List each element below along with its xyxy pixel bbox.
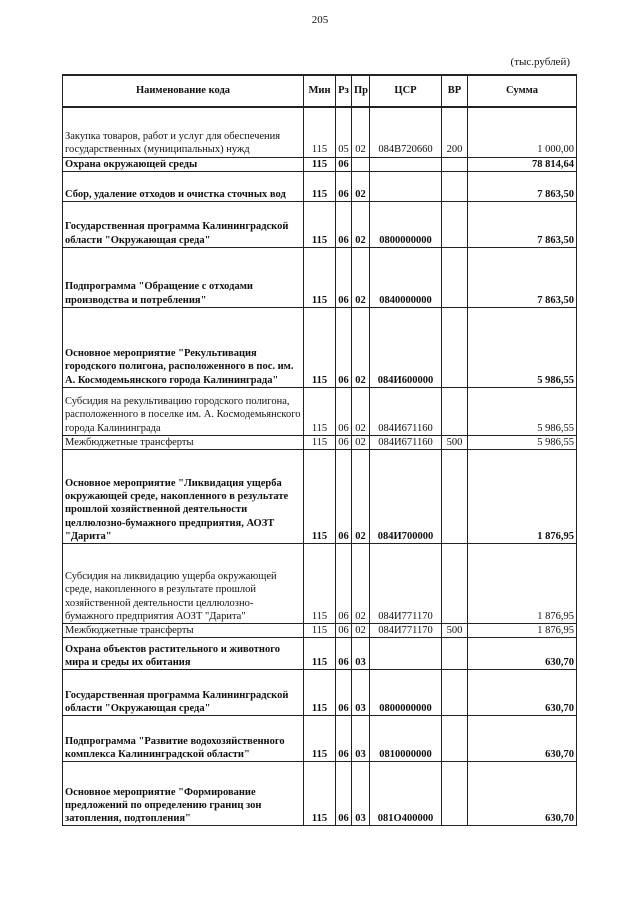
cell-vr [442,157,468,171]
cell-vr: 500 [442,435,468,449]
cell-rz: 06 [336,387,352,435]
cell-csr [370,171,442,201]
cell-pr: 03 [352,715,370,761]
cell-rz: 06 [336,623,352,637]
cell-csr: 084И671160 [370,435,442,449]
cell-csr: 0800000000 [370,669,442,715]
table-row [63,669,577,715]
cell-vr: 200 [442,107,468,157]
cell-pr: 02 [352,247,370,307]
cell-rz: 06 [336,201,352,247]
cell-sum: 1 000,00 [468,107,577,157]
table-row [63,171,577,201]
cell-csr: 081О400000 [370,761,442,825]
cell-rz: 06 [336,435,352,449]
cell-min: 115 [304,669,336,715]
cell-csr: 0840000000 [370,247,442,307]
cell-min: 115 [304,715,336,761]
cell-vr [442,449,468,543]
cell-csr: 084И700000 [370,449,442,543]
cell-name: Сбор, удаление отходов и очистка сточных вод [63,171,304,201]
cell-name: Межбюджетные трансферты [63,435,304,449]
cell-rz: 06 [336,171,352,201]
cell-vr [442,307,468,387]
cell-sum: 630,70 [468,761,577,825]
cell-name: Основное мероприятие "Рекультивация городского полигона, расположенного в пос. им. А. Космодемьянского города Калининграда" [63,307,304,387]
cell-csr: 084И771170 [370,623,442,637]
cell-rz: 06 [336,449,352,543]
cell-rz: 06 [336,543,352,623]
cell-pr: 02 [352,623,370,637]
cell-min: 115 [304,107,336,157]
cell-sum: 5 986,55 [468,307,577,387]
cell-vr [442,637,468,669]
header-sum: Сумма [468,75,577,107]
header-csr: ЦСР [370,75,442,107]
cell-min: 115 [304,247,336,307]
cell-name: Государственная программа Калининградской области "Окружающая среда" [63,669,304,715]
cell-rz: 06 [336,761,352,825]
cell-name: Охрана окружающей среды [63,157,304,171]
header-vr: ВР [442,75,468,107]
cell-vr: 500 [442,623,468,637]
cell-csr: 084И771170 [370,543,442,623]
cell-sum: 7 863,50 [468,247,577,307]
cell-pr: 03 [352,761,370,825]
cell-min: 115 [304,201,336,247]
table-row [63,449,577,543]
cell-pr: 02 [352,307,370,387]
cell-csr [370,157,442,171]
cell-pr: 02 [352,387,370,435]
cell-name: Субсидия на ликвидацию ущерба окружающей среде, накопленного в результате прошлой хозяйственной деятельности целлюлозно-бумажного предприятия АОЗТ "Дарита" [63,543,304,623]
cell-name: Основное мероприятие "Формирование предложений по определению границ зон затопления, подтопления" [63,761,304,825]
cell-sum: 5 986,55 [468,435,577,449]
cell-min: 115 [304,171,336,201]
cell-sum: 5 986,55 [468,387,577,435]
units-label: (тыс.рублей) [510,56,570,68]
budget-table [62,74,577,826]
cell-sum: 7 863,50 [468,201,577,247]
cell-name: Межбюджетные трансферты [63,623,304,637]
cell-name: Подпрограмма "Развитие водохозяйственного комплекса Калининградской области" [63,715,304,761]
cell-rz: 06 [336,637,352,669]
table-row [63,247,577,307]
table-row [63,435,577,449]
cell-pr: 02 [352,107,370,157]
cell-sum: 1 876,95 [468,449,577,543]
cell-vr [442,543,468,623]
cell-name: Охрана объектов растительного и животного мира и среды их обитания [63,637,304,669]
cell-rz: 05 [336,107,352,157]
cell-vr [442,715,468,761]
table-row [63,715,577,761]
cell-csr: 084В720660 [370,107,442,157]
table-row [63,637,577,669]
table-row [63,387,577,435]
table-row [63,201,577,247]
cell-name: Субсидия на рекультивацию городского полигона, расположенного в поселке им. А. Космодемьянского города Калининграда [63,387,304,435]
cell-csr: 0800000000 [370,201,442,247]
cell-min: 115 [304,157,336,171]
cell-rz: 06 [336,157,352,171]
table-row [63,623,577,637]
header-name: Наименование кода [63,75,304,107]
cell-min: 115 [304,449,336,543]
cell-name: Закупка товаров, работ и услуг для обеспечения государственных (муниципальных) нужд [63,107,304,157]
cell-min: 115 [304,435,336,449]
cell-vr [442,387,468,435]
table-row [63,107,577,157]
header-pr: Пр [352,75,370,107]
cell-vr [442,669,468,715]
cell-pr: 02 [352,543,370,623]
cell-pr: 02 [352,201,370,247]
cell-vr [442,171,468,201]
cell-rz: 06 [336,307,352,387]
table-header-row [63,75,577,107]
table-row [63,307,577,387]
table-row [63,761,577,825]
cell-sum: 1 876,95 [468,543,577,623]
table-row [63,543,577,623]
cell-min: 115 [304,637,336,669]
cell-vr [442,761,468,825]
cell-sum: 78 814,64 [468,157,577,171]
cell-pr: 02 [352,435,370,449]
cell-sum: 630,70 [468,637,577,669]
table-row [63,157,577,171]
cell-name: Государственная программа Калининградской области "Окружающая среда" [63,201,304,247]
cell-sum: 1 876,95 [468,623,577,637]
cell-pr: 02 [352,449,370,543]
cell-csr: 0810000000 [370,715,442,761]
cell-pr [352,157,370,171]
cell-sum: 630,70 [468,669,577,715]
cell-vr [442,201,468,247]
cell-csr: 084И671160 [370,387,442,435]
cell-min: 115 [304,307,336,387]
cell-pr: 02 [352,171,370,201]
cell-min: 115 [304,543,336,623]
cell-csr: 084И600000 [370,307,442,387]
cell-min: 115 [304,761,336,825]
cell-name: Подпрограмма "Обращение с отходами производства и потребления" [63,247,304,307]
cell-pr: 03 [352,669,370,715]
header-min: Мин [304,75,336,107]
cell-csr [370,637,442,669]
cell-rz: 06 [336,669,352,715]
cell-vr [442,247,468,307]
cell-min: 115 [304,387,336,435]
page-number: 205 [311,14,329,26]
header-rz: Рз [336,75,352,107]
cell-min: 115 [304,623,336,637]
cell-rz: 06 [336,715,352,761]
cell-sum: 7 863,50 [468,171,577,201]
cell-pr: 03 [352,637,370,669]
cell-rz: 06 [336,247,352,307]
cell-name: Основное мероприятие "Ликвидация ущерба окружающей среде, накопленного в результате прошлой хозяйственной деятельности целлюлозно-бумажного предприятия, АОЗТ "Дарита" [63,449,304,543]
cell-sum: 630,70 [468,715,577,761]
